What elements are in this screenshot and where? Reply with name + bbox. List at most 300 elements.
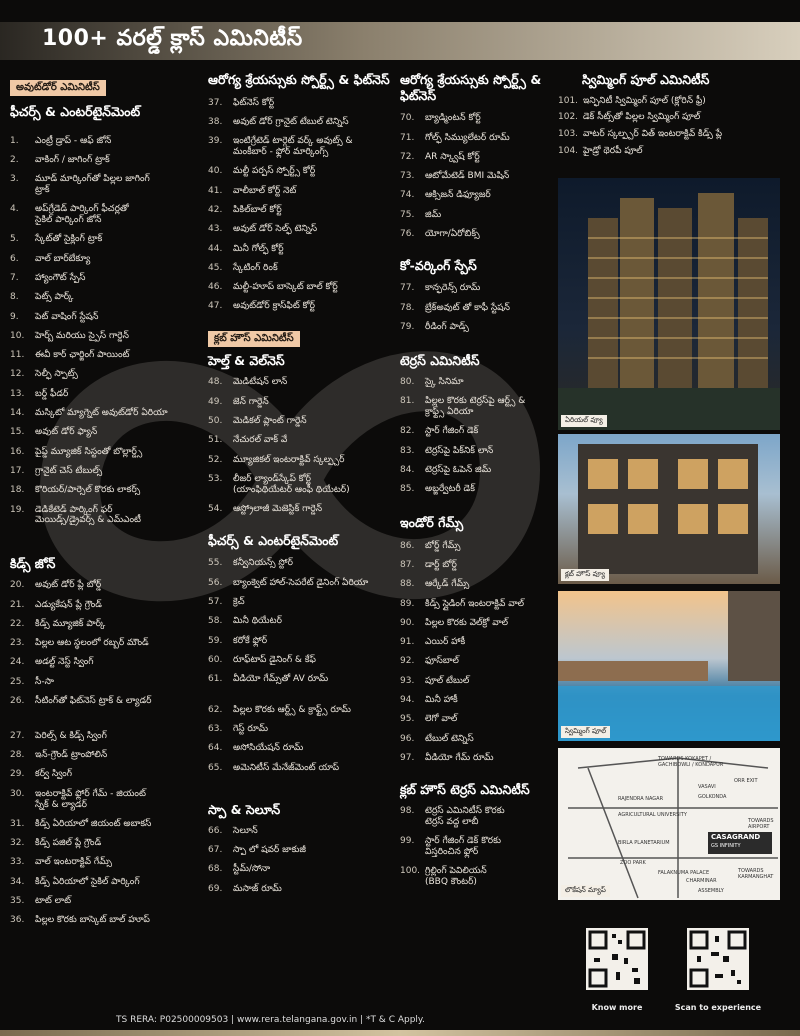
- list-item: [208, 597, 408, 608]
- item-number: [10, 515, 35, 526]
- swimming-pool-photo: [558, 591, 780, 741]
- item-number: 11.: [10, 350, 25, 361]
- item-number: 57.: [208, 596, 223, 607]
- item-text: స్కేట్‌తో సైక్లింగ్ ట్రాక్: [35, 234, 103, 245]
- list-item: [10, 638, 215, 649]
- item-text: స్పా లో షవర్ జాకుజీ: [233, 845, 306, 855]
- item-text: స్టార్ గేజింగ్ డెక్ కొరకు: [425, 835, 501, 846]
- list-item: [208, 416, 408, 427]
- list-item: [400, 484, 560, 495]
- list-item: [400, 656, 560, 667]
- item-text: కిడ్స్ ఏరియాలో జియంట్ అబాకస్: [35, 818, 152, 829]
- list-item: [558, 112, 790, 123]
- item-text: స్కేటింగ్ రింక్: [233, 262, 278, 273]
- item-number: 67.: [208, 845, 223, 855]
- list-item: [400, 396, 560, 407]
- item-number: 41.: [208, 185, 223, 196]
- item-text: మినీ థియేటర్: [233, 616, 282, 627]
- item-number: 102.: [558, 112, 579, 123]
- item-number: 18.: [10, 485, 25, 496]
- list-item: [208, 397, 408, 408]
- list-item: [10, 155, 215, 166]
- section-heading: హెల్త్ & వెల్‌నెస్: [208, 353, 285, 369]
- list-item: [208, 845, 408, 856]
- item-number: [400, 407, 425, 418]
- item-number: 26.: [10, 696, 25, 707]
- list-item: [208, 724, 408, 735]
- item-number: 91.: [400, 637, 415, 648]
- item-number: 44.: [208, 243, 223, 254]
- item-number: 8.: [10, 292, 19, 303]
- item-text: జెన్ గార్డెన్: [233, 396, 269, 407]
- qr-caption-line: Know more: [591, 1003, 643, 1012]
- item-number: 68.: [208, 864, 223, 875]
- list-item: [400, 283, 560, 294]
- list-item: [208, 224, 408, 235]
- item-number: 16.: [10, 446, 25, 457]
- list-item: [10, 750, 215, 761]
- list-item: [10, 877, 215, 888]
- item-text: పైప్డ్ మ్యూజిక్ సిస్టంతో బొల్లార్డ్స్: [35, 446, 143, 457]
- list-item: [400, 753, 560, 764]
- item-text: టెర్రస్ ఎమినిటీస్ కొరకు: [425, 805, 505, 816]
- list-item: [400, 676, 560, 687]
- item-number: 45.: [208, 262, 223, 273]
- item-number: [10, 185, 35, 196]
- item-number: 86.: [400, 540, 415, 551]
- list-item: [208, 674, 408, 685]
- item-number: 6.: [10, 253, 19, 264]
- list-item: [400, 599, 560, 610]
- item-number: 42.: [208, 204, 223, 215]
- list-item: [10, 580, 215, 591]
- list: [400, 113, 560, 240]
- item-number: 65.: [208, 762, 223, 773]
- list-item: [208, 301, 408, 312]
- list-item: [400, 541, 560, 552]
- item-text: స్టార్ గేజింగ్ డెక్: [425, 426, 479, 437]
- item-number: 47.: [208, 301, 223, 312]
- list-item: [10, 789, 215, 800]
- item-number: 78.: [400, 302, 415, 313]
- item-text: పిల్లల ఆట స్థలంలో రబ్బర్ మౌండ్: [35, 638, 149, 649]
- item-number: 35.: [10, 896, 25, 907]
- item-number: 76.: [400, 229, 415, 240]
- item-number: 54.: [208, 503, 223, 514]
- item-number: 43.: [208, 224, 223, 235]
- photo-caption: క్లబ్ హౌస్ వ్యూ: [561, 569, 609, 581]
- item-text: కిడ్స్ స్లైడింగ్ ఇంటరాక్టివ్ వాల్: [425, 598, 525, 609]
- map-label: ORR EXIT: [734, 778, 758, 784]
- item-text: ఎడ్యుకేషన్ ప్లే గ్రౌండ్: [35, 599, 102, 610]
- item-number: 100.: [400, 866, 421, 877]
- item-text: మినీ హాకీ: [425, 695, 458, 706]
- list: [400, 283, 560, 332]
- item-text: వాలీబాల్ కోర్ట్ నెట్: [233, 185, 297, 196]
- list-item: [400, 847, 560, 858]
- list-item: [10, 234, 215, 245]
- list-item: [400, 817, 560, 828]
- item-number: 21.: [10, 599, 25, 610]
- item-text: మసాజ్ రూమ్: [233, 883, 282, 894]
- qr-code-right[interactable]: [687, 928, 749, 990]
- item-text: అమెనిటీస్ మేనేజ్‌మెంట్ యాప్: [233, 762, 340, 773]
- item-text: ఆస్ట్రోలాజీ మెజెస్టిక్ గార్డెన్: [233, 503, 323, 514]
- column-clubhouse: [208, 72, 408, 894]
- item-text: టేబుల్ టెన్నిస్: [425, 733, 474, 744]
- item-text: క్రెచ్: [233, 596, 245, 607]
- item-text: అప్‌గ్రేడెడ్ పార్కింగ్ ఫీచర్లతో: [35, 204, 129, 215]
- item-text: ఆటోమేటెడ్ BMI మెషిన్: [425, 171, 510, 182]
- item-number: 70.: [400, 113, 415, 124]
- item-text: సైకిల్ పార్కింగ్ జోన్: [35, 215, 102, 226]
- item-text: అవుట్ డోర్ ప్లే బోర్డ్: [35, 580, 102, 591]
- list-item: [208, 282, 408, 293]
- list-item: [558, 146, 790, 157]
- page-title: 100+ వరల్డ్ క్లాస్ ఎమినిటీస్: [42, 26, 303, 51]
- item-number: 90.: [400, 617, 415, 628]
- item-text: కర్వ్ స్వింగ్: [35, 769, 72, 780]
- item-number: 38.: [208, 116, 223, 127]
- item-number: 32.: [10, 838, 25, 849]
- item-text: లెగో వాల్: [425, 714, 458, 725]
- item-text: మంకీబార్ - ఫ్లోర్ మార్కింగ్స్: [233, 147, 329, 158]
- list-item: [10, 838, 215, 849]
- item-text: అవుట్ డోర్ సెల్ఫ్ టెన్నిస్: [233, 224, 318, 235]
- item-text: డార్ట్ బోర్డ్: [425, 559, 457, 570]
- item-text: సెల్ఫీ స్పాట్స్: [35, 369, 78, 380]
- item-number: 96.: [400, 733, 415, 744]
- item-number: 72.: [400, 151, 415, 162]
- list: [10, 580, 215, 707]
- list-item: [400, 866, 560, 877]
- item-number: 14.: [10, 408, 25, 419]
- item-text: వాటర్ స్కల్ప్చర్ విత్ ఇంటరాక్టివ్ కిడ్స్ ప్లే: [583, 129, 722, 140]
- list-item: [10, 769, 215, 780]
- item-text: గోల్ఫ్ సిమ్యులేటర్ రూమ్: [425, 132, 510, 143]
- item-text: ఫూస్‌బాల్: [425, 656, 459, 667]
- item-text: ఎంట్రీ డ్రాప్ - ఆఫ్ జోన్: [35, 135, 112, 146]
- item-number: 12.: [10, 369, 25, 380]
- list-item: [10, 515, 215, 526]
- list-item: [400, 734, 560, 745]
- item-number: 61.: [208, 674, 223, 685]
- item-number: 69.: [208, 883, 223, 894]
- list-item: [208, 655, 408, 666]
- outdoor-amenities-label: అవుట్‌డోర్ ఎమినిటీస్: [10, 80, 106, 96]
- list-item: [400, 836, 560, 847]
- list-item: [10, 215, 215, 226]
- list-item: [400, 210, 560, 221]
- list-item: [400, 133, 560, 144]
- item-text: పెట్ వాషింగ్ స్టేషన్: [35, 311, 99, 322]
- item-text: వాల్ బార్‌బేక్యూ: [35, 253, 91, 264]
- tower-illustration: [558, 178, 780, 430]
- photo-caption: లొకేషన్ మ్యాప్: [561, 885, 610, 897]
- section-heading: ఆరోగ్య శ్రేయస్సుకు స్పోర్ట్స్ & ఫిట్‌నెస్: [208, 72, 390, 87]
- item-number: 71.: [400, 132, 415, 143]
- item-number: 13.: [10, 388, 25, 399]
- item-number: [400, 817, 425, 828]
- list-item: [400, 806, 560, 817]
- item-number: [10, 800, 35, 811]
- clubhouse-view-photo: [558, 434, 780, 584]
- item-text: (యాంఫిథియేటర్ ఆంఫీ థియేటర్): [233, 484, 350, 495]
- item-number: 19.: [10, 504, 25, 515]
- list-item: [400, 190, 560, 201]
- list-item: [208, 377, 408, 388]
- list-item: [208, 578, 408, 589]
- map-label: VASAVI: [698, 784, 716, 790]
- item-text: పిల్లల కొరకు వెల్‌క్రో వాల్: [425, 617, 509, 628]
- item-number: 53.: [208, 473, 223, 484]
- map-label: ZOO PARK: [620, 860, 646, 866]
- item-text: మినీ గోల్ఫ్ కోర్ట్: [233, 243, 284, 254]
- item-number: 40.: [208, 166, 223, 177]
- list-item: [558, 129, 790, 140]
- item-text: మ్యూజికల్ ఇంటరాక్టివ్ స్కల్ప్చర్: [233, 454, 345, 465]
- item-text: పెరిల్స్ & కిడ్స్ స్వింగ్: [35, 730, 107, 741]
- list-item: [10, 312, 215, 323]
- item-text: మల్టీ పర్పస్ స్పోర్ట్స్ కోర్ట్: [233, 166, 316, 177]
- item-number: 37.: [208, 97, 223, 108]
- item-number: [400, 877, 425, 888]
- item-number: [208, 485, 233, 496]
- item-number: 39.: [208, 136, 223, 147]
- item-text: వీడియో గేమ్ రూమ్: [425, 752, 494, 763]
- item-text: ఎయిర్ హాకీ: [425, 637, 466, 648]
- item-text: సెలూన్: [233, 825, 258, 836]
- photo-caption: ఏరియల్ వ్యూ: [561, 415, 607, 427]
- list-item: [208, 864, 408, 875]
- list-item: [10, 505, 215, 516]
- footer-rera-text: TS RERA: P02500009503 | www.rera.telangana.gov.in | *T & C Apply.: [116, 1015, 425, 1025]
- item-text: హ్యాంగౌట్ స్పేస్: [35, 273, 86, 283]
- list: [400, 806, 560, 888]
- list: [208, 377, 408, 514]
- item-text: అడల్ట్ నెస్ట్ స్వింగ్: [35, 657, 94, 668]
- item-number: 73.: [400, 171, 415, 182]
- item-number: 74.: [400, 190, 415, 201]
- item-text: హైడ్రో థెరపీ పూల్: [583, 146, 643, 157]
- map-label: GS INFINITY: [711, 843, 741, 849]
- list-item: [208, 166, 408, 177]
- map-label: CASAGRAND: [711, 833, 761, 841]
- aerial-view-photo: [558, 178, 780, 430]
- item-text: మెయిడ్స్/డ్రైవర్స్ & ఎమ్ఎంటీ: [35, 515, 141, 526]
- item-text: వీడియో గేమ్స్‌తో AV రూమ్: [233, 674, 329, 685]
- map-label: FALAKNUMA PALACE: [658, 870, 710, 876]
- list-item: [10, 447, 215, 458]
- item-text: ఆక్సిజన్ డిఫ్యూజర్: [425, 190, 491, 201]
- item-number: 7.: [10, 273, 19, 283]
- item-text: ఆర్కేడ్ గేమ్స్: [425, 579, 470, 590]
- list-item: [208, 186, 408, 197]
- item-text: స్నేక్ & ల్యాడర్: [35, 799, 88, 810]
- section-heading: క్లబ్ హౌస్ టెర్రస్ ఎమినిటీస్: [400, 781, 530, 797]
- list-item: [400, 877, 560, 888]
- item-text: బ్రేక్‌అవుట్ తో కాఫీ స్టేషన్: [425, 302, 510, 313]
- map-label: CHARMINAR: [686, 878, 717, 884]
- column-club-2: [400, 72, 560, 888]
- list-item: [400, 303, 560, 314]
- item-text: గ్రిల్లింగ్ పెవిలియన్: [425, 866, 487, 877]
- list-item: [208, 504, 408, 515]
- map-label: TOWARDS KOKAPET / GACHIBOWLI / KONDAPUR: [658, 756, 724, 768]
- list-item: [10, 427, 215, 438]
- list-item: [208, 558, 408, 569]
- item-number: 56.: [208, 577, 223, 588]
- item-number: 46.: [208, 282, 223, 293]
- column-pool: [558, 72, 790, 157]
- item-number: 2.: [10, 154, 19, 165]
- item-number: 63.: [208, 724, 223, 735]
- item-text: కిడ్స్ మ్యూజిక్ పార్క్: [35, 618, 106, 629]
- item-number: 77.: [400, 283, 415, 294]
- item-text: పూల్ టేబుల్: [425, 675, 470, 686]
- list: [558, 96, 790, 157]
- list-item: [10, 466, 215, 477]
- list-item: [400, 407, 560, 418]
- item-number: 98.: [400, 805, 415, 816]
- map-label: ASSEMBLY: [698, 888, 724, 894]
- item-text: ఇంటరాక్టివ్ ఫ్లోర్ గేమ్ - జియంట్: [35, 788, 146, 799]
- list-item: [10, 389, 215, 400]
- list-item: [208, 244, 408, 255]
- item-text: స్టీమ్/సోనా: [233, 864, 271, 875]
- section-heading: ఫీచర్స్ & ఎంటర్‌టైన్‌మెంట్: [10, 104, 141, 119]
- item-text: పిల్లల కొరకు బాస్కెట్ బాల్ హూప్: [35, 915, 150, 926]
- list-item: [400, 152, 560, 163]
- qr-icon: [586, 928, 648, 990]
- section-heading: కో-వర్కింగ్ స్పేస్: [400, 257, 477, 273]
- list-item: [208, 636, 408, 647]
- list-item: [400, 171, 560, 182]
- item-number: 80.: [400, 376, 415, 387]
- list-item: [10, 657, 215, 668]
- list-item: [400, 579, 560, 590]
- clubhouse-amenities-label: క్లబ్ హౌస్ ఎమినిటీస్: [208, 331, 300, 347]
- list-item: [10, 369, 215, 380]
- list-item: [10, 696, 215, 707]
- list-item: [400, 714, 560, 725]
- item-text: AR స్క్వాష్ కోర్ట్: [425, 151, 480, 162]
- section-heading: స్పా & సెలూన్: [208, 801, 281, 817]
- list: [208, 98, 408, 313]
- list-item: [208, 705, 408, 716]
- item-text: ఈవీ కార్ ఛార్జింగ్ పాయింట్: [35, 350, 130, 361]
- qr-code-left[interactable]: [586, 928, 648, 990]
- list-item: [400, 465, 560, 476]
- list-item: [400, 322, 560, 333]
- list: [208, 705, 408, 774]
- list-item: [208, 616, 408, 627]
- list-item: [400, 695, 560, 706]
- list-item: [10, 857, 215, 868]
- list-item: [400, 377, 560, 388]
- list-item: [400, 426, 560, 437]
- location-map: [558, 748, 780, 900]
- list-item: [10, 331, 215, 342]
- item-number: [10, 215, 35, 226]
- item-text: ఫిట్‌నెస్ కోర్ట్: [233, 97, 275, 108]
- item-number: 83.: [400, 445, 415, 456]
- item-text: గ్రానైట్ చెస్ టేబుల్స్: [35, 465, 103, 476]
- item-number: 25.: [10, 676, 25, 687]
- item-text: బ్యాడ్మింటన్ కోర్ట్: [425, 113, 481, 124]
- item-number: 4.: [10, 204, 19, 215]
- map-label: TOWARDS KARMANGHAT: [738, 868, 774, 880]
- item-text: డెక్ సీట్స్‌తో పిల్లల స్విమ్మింగ్ పూల్: [583, 112, 701, 123]
- list: [400, 377, 560, 495]
- item-text: మెడికల్ ప్లాంట్ గార్డెన్: [233, 415, 307, 426]
- item-number: 60.: [208, 654, 223, 665]
- item-number: 27.: [10, 730, 25, 741]
- item-number: 81.: [400, 396, 415, 407]
- item-text: మెడిటేషన్ లాన్: [233, 377, 288, 388]
- item-number: 88.: [400, 579, 415, 590]
- item-number: 101.: [558, 95, 579, 106]
- item-number: 22.: [10, 618, 25, 629]
- list-item: [558, 96, 790, 107]
- item-text: రీడింగ్ పాడ్స్: [425, 322, 469, 333]
- header-bar: [0, 22, 800, 60]
- item-number: 82.: [400, 426, 415, 437]
- item-number: 84.: [400, 464, 415, 475]
- item-text: సీటింగ్‌తో ఫిట్‌నెస్ ట్రాక్ & ల్యాడర్: [35, 696, 152, 707]
- item-text: (BBQ కౌంటర్): [425, 876, 477, 887]
- qr-icon: [687, 928, 749, 990]
- map-label: GOLKONDA: [698, 794, 727, 800]
- item-text: అబ్జర్వేటరీ డెక్: [425, 484, 475, 495]
- list-item: [208, 455, 408, 466]
- item-number: 28.: [10, 750, 25, 761]
- item-text: విస్తరించిన ఫ్లోర్: [425, 846, 479, 857]
- list-item: [400, 637, 560, 648]
- section-heading: కిడ్స్ జోన్: [10, 556, 56, 572]
- list-item: [10, 273, 215, 284]
- item-number: 55.: [208, 558, 223, 569]
- item-number: 66.: [208, 825, 223, 836]
- item-text: వాల్ ఇంటరాక్టివ్ గేమ్స్: [35, 857, 112, 868]
- list-item: [10, 136, 215, 147]
- item-text: నేచురల్ వాక్ వే: [233, 435, 288, 446]
- item-number: 50.: [208, 415, 223, 426]
- item-number: 5.: [10, 234, 19, 245]
- item-text: రూఫ్‌టాప్ డైనింగ్ & కేఫ్: [233, 654, 316, 665]
- list-item: [10, 731, 215, 742]
- section-heading: ఇండోర్ గేమ్స్: [400, 515, 464, 531]
- item-number: [400, 847, 425, 858]
- item-number: 10.: [10, 330, 25, 341]
- list-item: [10, 408, 215, 419]
- item-number: 17.: [10, 465, 25, 476]
- list-item: [208, 98, 408, 109]
- item-number: 95.: [400, 714, 415, 725]
- item-text: అవుట్‌డోర్ క్రాస్‌ఫిట్ కోర్ట్: [233, 301, 315, 312]
- item-number: 23.: [10, 638, 25, 649]
- item-text: డెడికేటెడ్ పార్కింగ్ ఫర్: [35, 504, 113, 515]
- item-text: కరోకే ఫ్లోర్: [233, 635, 268, 646]
- item-text: బర్డ్ ఫీడర్: [35, 388, 69, 399]
- item-number: 87.: [400, 559, 415, 570]
- item-number: 58.: [208, 616, 223, 627]
- footer-gold-bar: [0, 1030, 800, 1036]
- item-text: పిల్లల కొరకు టెర్రస్‌పై ఆర్ట్స్ &: [425, 396, 526, 407]
- list-item: [208, 474, 408, 485]
- item-number: 89.: [400, 598, 415, 609]
- item-text: ట్రాక్: [35, 185, 50, 196]
